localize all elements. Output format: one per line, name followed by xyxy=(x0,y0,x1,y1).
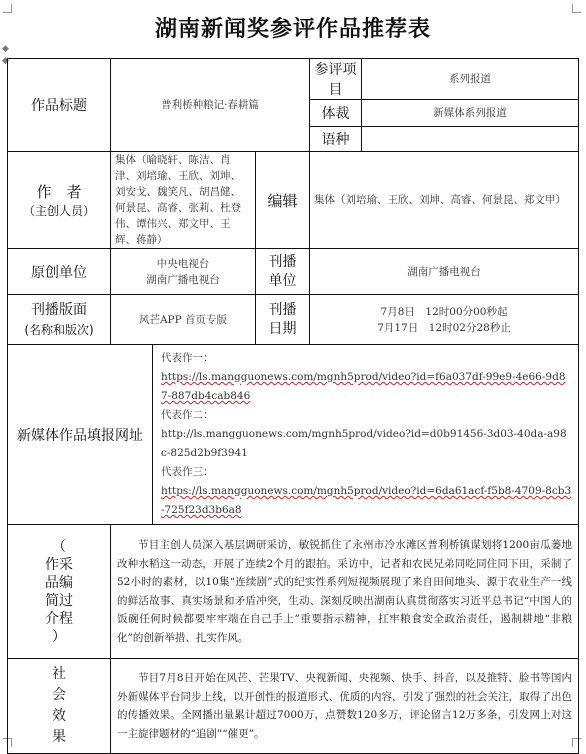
effect-label-char: 会 xyxy=(52,687,66,703)
publish-unit-label xyxy=(256,249,310,295)
process-text[interactable]: 节目主创人员深入基层调研采访，敏锐抓住了永州市冷水滩区普利桥镇谋划将1200亩瓜蒌地改种水稻这一动态，开展了连续2个月的跟拍。采访中，记者和农民兄弟同吃同住同下田，采制了52小时的素材，以10集“连续剧”式的纪实性系列短视频展现了来自田间地头、源于农业生产一线的鲜活故事、真实场景和矛盾冲突，生动、深刻反映出湖南认真贯彻落实习近平总书记“中国人的饭碗任何时候都要牢牢端在自己手上”重要指示精神，扛牢粮食安全政治责任，遏制耕地“非粮化”的创新举措、扎实作风。 xyxy=(111,525,579,659)
margin-anchor-mark: ◆ xyxy=(2,56,9,66)
work-url-link[interactable]: https://ls.mangguonews.com/mgnh5prod/video?id=6da61acf-f5b8-4709-8cb3-725f23d3b6a8 xyxy=(161,485,572,516)
category-value[interactable]: 系列报道 xyxy=(362,59,579,100)
process-label-char: ） xyxy=(52,628,66,645)
original-unit-line: 湖南广播电视台 xyxy=(146,273,220,286)
url-heading: 代表作二： xyxy=(161,409,214,421)
editor-label: 编辑 xyxy=(256,152,310,249)
publish-date-value[interactable] xyxy=(310,295,579,345)
publish-date-label-line: 日期 xyxy=(268,320,297,337)
publish-date-label xyxy=(256,295,310,345)
process-label-char: （ xyxy=(52,538,66,555)
publish-date-start: 7月8日 12时00分00秒起 xyxy=(380,305,508,318)
publish-unit-label-line: 刊播 xyxy=(268,253,297,270)
recommendation-form-table xyxy=(7,58,579,754)
author-sublabel: （主创人员） xyxy=(22,204,95,218)
page-title: 湖南新闻奖参评作品推荐表 xyxy=(154,16,431,42)
publish-page-value[interactable]: 风芒APP 首页专版 xyxy=(111,295,256,345)
genre-label: 体裁 xyxy=(310,100,362,127)
effect-label xyxy=(8,659,111,754)
editor-value[interactable]: 集体（刘培瑜、王欣、刘坤、高睿、何景昆、郑文甲） xyxy=(310,152,579,249)
process-label-char: 介程 xyxy=(45,610,73,627)
publish-date-end: 7月17日 12时02分28秒止 xyxy=(377,321,511,334)
url-item xyxy=(161,463,572,520)
author-value[interactable]: 集体（喻晓轩、陈洁、肖津、刘培瑜、王欣、刘坤、刘安戈、魏笑凡、胡昌健、何景昆、高睿、张莉、杜登伟、谭伟兴、郑文甲、王辉、蒋静） xyxy=(111,152,256,249)
publish-page-sublabel: (名称和版次) xyxy=(24,322,94,337)
language-value[interactable] xyxy=(362,127,579,152)
url-heading: 代表作一： xyxy=(161,352,214,364)
url-heading: 代表作三： xyxy=(161,466,214,478)
author-label-cell xyxy=(8,152,111,249)
publish-page-label-cell xyxy=(8,295,111,345)
category-label: 参评项目 xyxy=(310,59,362,100)
publish-unit-label-line: 单位 xyxy=(268,272,297,289)
urls-list xyxy=(153,345,579,525)
process-label xyxy=(8,525,111,659)
effect-label-char: 果 xyxy=(52,729,66,745)
original-unit-line: 中央电视台 xyxy=(156,257,210,270)
effect-label-char: 效 xyxy=(52,708,66,724)
original-unit-label: 原创单位 xyxy=(8,249,111,295)
url-item xyxy=(161,349,572,406)
genre-value[interactable]: 新媒体系列报道 xyxy=(362,100,579,127)
work-title-label: 作品标题 xyxy=(8,59,111,152)
effect-text[interactable]: 节目7月8日开始在风芒、芒果TV、央视新闻、央视频、快手、抖音，以及推特、脸书等国内外新媒体平台同步上线，以开创性的报道形式、优质的内容，引发了强烈的社会关注，取得了出色的传播效果。全网播出量累计超过7000万，点赞数120多万，评论留言12万多条，引发网上对这一主旋律题材的“追剧”“催更”。 xyxy=(111,659,579,754)
publish-page-label: 刊播版面 xyxy=(31,301,87,318)
language-label: 语种 xyxy=(310,127,362,152)
original-unit-value[interactable] xyxy=(111,249,256,295)
work-title-value[interactable]: 普利桥种粮记·春耕篇 xyxy=(111,59,310,152)
author-label: 作 者 xyxy=(36,183,82,201)
effect-label-char: 社 xyxy=(52,666,66,682)
work-url-link[interactable]: https://ls.mangguonews.com/mgnh5prod/video?id=f6a037df-99e9-4e66-9d87-887db4cab846 xyxy=(161,371,566,402)
work-url-link[interactable]: http://ls.mangguonews.com/mgnh5prod/video?id=d0b91456-3d03-40da-a98c-825d2b9f3941 xyxy=(161,428,567,459)
process-label-char: 简过 xyxy=(45,592,73,609)
process-label-char: 品编 xyxy=(45,574,73,591)
url-item xyxy=(161,406,572,463)
margin-anchor-mark: ◆ xyxy=(2,44,9,54)
process-label-char: 作采 xyxy=(45,556,73,573)
publish-unit-value[interactable]: 湖南广播电视台 xyxy=(310,249,579,295)
urls-label: 新媒体作品填报网址 xyxy=(8,345,153,525)
publish-date-label-line: 刊播 xyxy=(268,301,297,318)
